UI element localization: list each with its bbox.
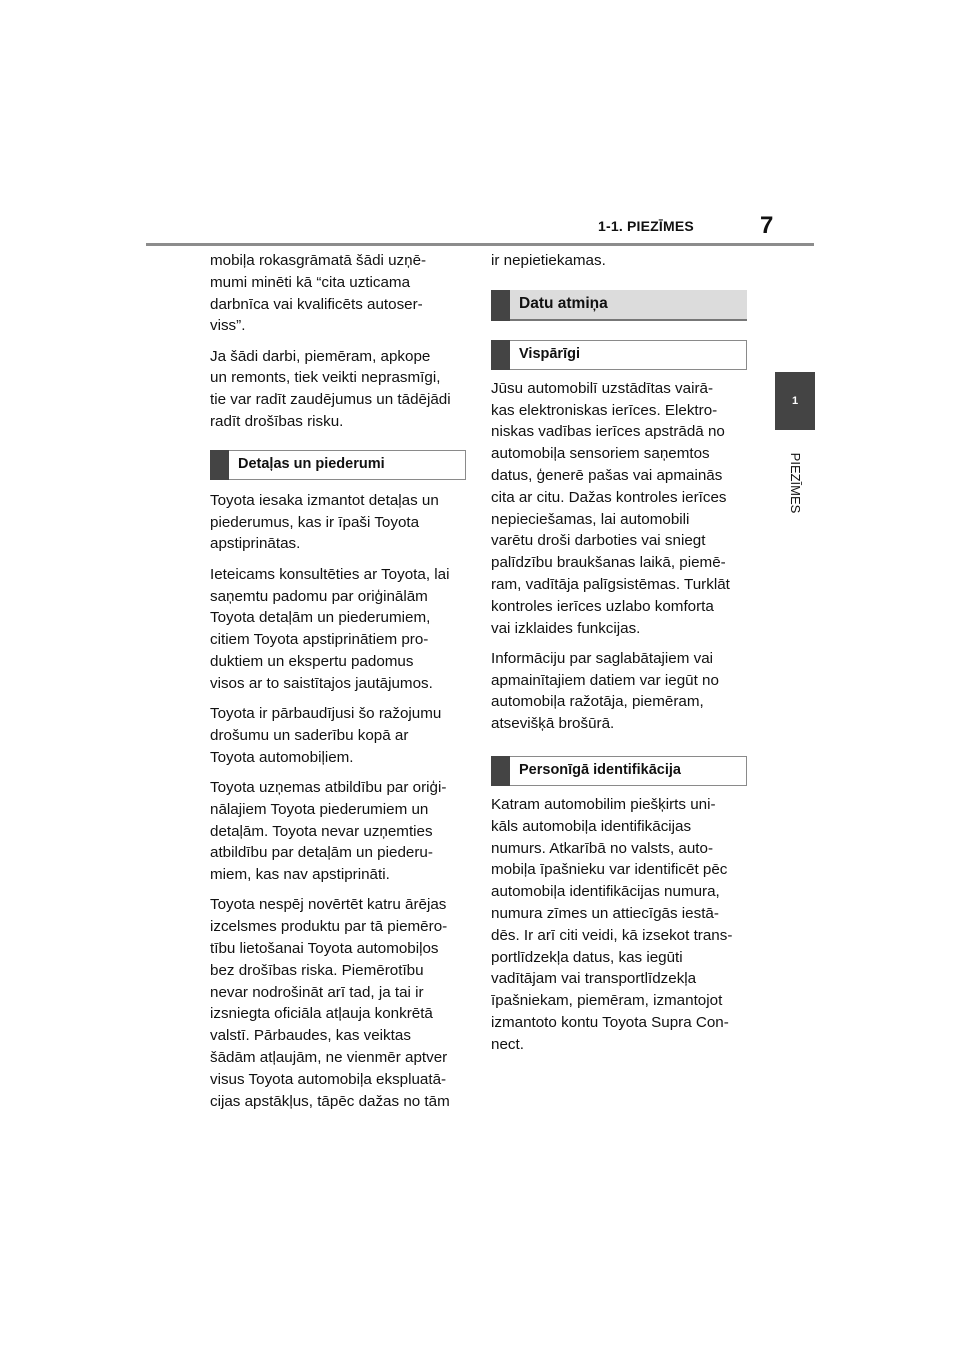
chapter-tab xyxy=(775,372,815,430)
paragraph: Ieteicams konsultēties ar Toyota, lai saņemtu padomu par oriģinālām Toyota detaļām un piederumiem, citiem Toyota apstiprinātiem pro- duktiem un ekspertu padomus visos ar to saistītajos jautājumos. xyxy=(210,565,450,692)
subheading-parts-accessories xyxy=(210,450,466,480)
paragraph: Toyota ir pārbaudījusi šo ražojumu drošumu un saderību kopā ar Toyota automobiļiem. xyxy=(210,705,442,766)
page-number: 7 xyxy=(760,212,774,239)
section-heading-label: Datu atmiņa xyxy=(519,295,608,313)
subheading-label: Personīgā identifikācija xyxy=(519,762,681,779)
chapter-number: 1 xyxy=(791,395,799,407)
chapter-label: PIEZĪMES xyxy=(788,452,803,514)
paragraph: Katram automobilim piešķirts uni- kāls automobiļa identifikācijas numurs. Atkarībā no valsts, auto- mobiļa īpašnieku var identificēt pēc automobiļa identifikācijas numura, numura zīmes un attiecīgās iestā- dēs. Ir arī citi veidi, kā izsekot trans- portlīdzekļa datus, kas iegūti vadītājam vai transportlīdzekļa īpašniekam, piemēram, izmantojot izmantoto kontu Toyota Supra Con- nect. xyxy=(491,796,733,1053)
section-heading-data-memory xyxy=(491,290,747,321)
paragraph: Toyota uzņemas atbildību par oriģi- nālajiem Toyota piederumiem un detaļām. Toyota nevar uzņemties atbildību par detaļām un piederu- miem, kas nav apstiprināti. xyxy=(210,778,447,884)
subheading-general xyxy=(491,340,747,370)
paragraph: Informāciju par saglabātajiem vai apmainītajiem datiem var iegūt no automobiļa ražotāja, piemēram, atsevišķā brošūrā. xyxy=(491,649,719,733)
subheading-label: Detaļas un piederumi xyxy=(238,455,385,472)
heading-marker xyxy=(491,340,510,370)
paragraph: Toyota nespēj novērtēt katru ārējas izcelsmes produktu par tā piemēro- tību lietošanai Toyota automobiļos bez drošības riska. Piemērotību nevar nodrošināt arī tad, ja tai ir izsniegta oficiāla atļauja konkrētā valstī. Pārbaudes, kas veiktas šādām atļaujām, ne vienmēr aptver visus Toyota automobiļa ekspluatā- cijas apstākļus, tāpēc dažas no tām xyxy=(210,896,450,1110)
right-column xyxy=(491,250,747,1064)
subheading-label: Vispārīgi xyxy=(519,345,580,362)
paragraph: mobiļa rokasgrāmatā šādi uzņē- mumi minēti kā “cita uzticama darbnīca vai kvalificēts autoser- viss”. xyxy=(210,252,427,335)
heading-marker xyxy=(491,756,510,786)
heading-marker xyxy=(210,450,229,480)
paragraph: Jūsu automobilī uzstādītas vairā- kas elektroniskas ierīces. Elektro- niskas vadības ierīces apstrādā no automobiļa sensoriem saņemtos datus, ģenerē pašas vai apmainās cita ar citu. Dažas kontroles ierīces nepieciešamas, lai automobili varētu droši darboties vai sniegt palīdzību braukšanas laikā, piemē- ram, vadītāja palīgsistēmas. Turklāt kontroles ierīces uzlabo komforta vai izklaides funkcijas. xyxy=(491,379,730,637)
left-column xyxy=(210,250,466,1121)
heading-marker xyxy=(491,290,510,321)
paragraph: Toyota iesaka izmantot detaļas un piederumus, kas ir īpaši Toyota apstiprinātas. xyxy=(210,491,439,553)
header-divider xyxy=(146,243,814,246)
paragraph: ir nepietiekamas. xyxy=(491,252,606,269)
section-title: 1-1. PIEZĪMES xyxy=(598,218,694,234)
subheading-personal-identification xyxy=(491,756,747,786)
paragraph: Ja šādi darbi, piemēram, apkope un remonts, tiek veikti neprasmīgi, tie var radīt zaudējumus un tādējādi radīt drošības risku. xyxy=(210,347,451,431)
